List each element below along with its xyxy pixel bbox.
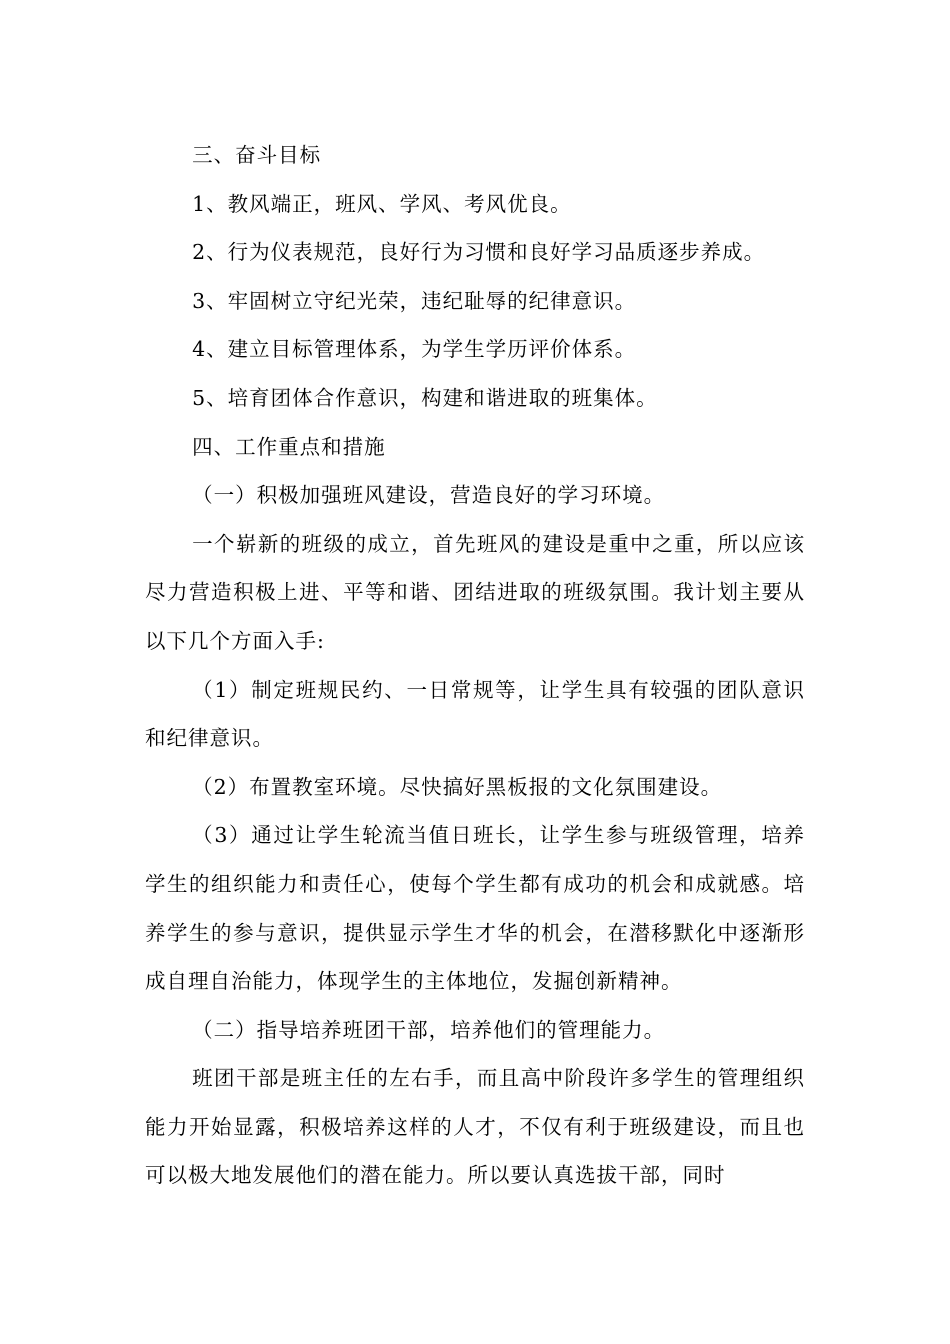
goal-item-2: 2、行为仪表规范，良好行为习惯和良好学习品质逐步养成。 [192, 240, 766, 265]
measure-item-3: （3）通过让学生轮流当值日班长，让学生参与班级管理，培养学生的组织能力和责任心，使每个学生都有成功的机会和成就感。培养学生的参与意识，提供显示学生才华的机会，在潜移默化中逐渐形成自理自治能力，体现学生的主体地位，发掘创新精神。 [145, 823, 805, 994]
section-heading-measures: 四、工作重点和措施 [192, 434, 386, 459]
goal-item-3: 3、牢固树立守纪光荣，违纪耻辱的纪律意识。 [192, 288, 637, 313]
document-body [145, 131, 805, 1200]
body-paragraph: 一个崭新的班级的成立，首先班风的建设是重中之重，所以应该尽力营造积极上进、平等和谐、团结进取的班级氛围。我计划主要从以下几个方面入手: [145, 531, 805, 653]
goal-item-5: 5、培育团体合作意识，构建和谐进取的班集体。 [192, 385, 658, 410]
goal-item-4: 4、建立目标管理体系，为学生学历评价体系。 [192, 337, 637, 362]
section-heading-goals: 三、奋斗目标 [192, 143, 322, 167]
subsection-heading-2: （二）指导培养班团干部，培养他们的管理能力。 [192, 1017, 666, 1042]
goal-item-1: 1、教风端正，班风、学风、考风优良。 [192, 191, 572, 216]
measure-item-2: （2）布置教室环境。尽快搞好黑板报的文化氛围建设。 [192, 774, 723, 799]
measure-item-1: （1）制定班规民约、一日常规等，让学生具有较强的团队意识和纪律意识。 [145, 677, 805, 751]
body-paragraph: 班团干部是班主任的左右手，而且高中阶段许多学生的管理组织能力开始显露，积极培养这样的人才，不仅有利于班级建设，而且也可以极大地发展他们的潜在能力。所以要认真选拔干部，同时 [145, 1066, 805, 1188]
subsection-heading-1: （一）积极加强班风建设，营造良好的学习环境。 [192, 483, 666, 508]
